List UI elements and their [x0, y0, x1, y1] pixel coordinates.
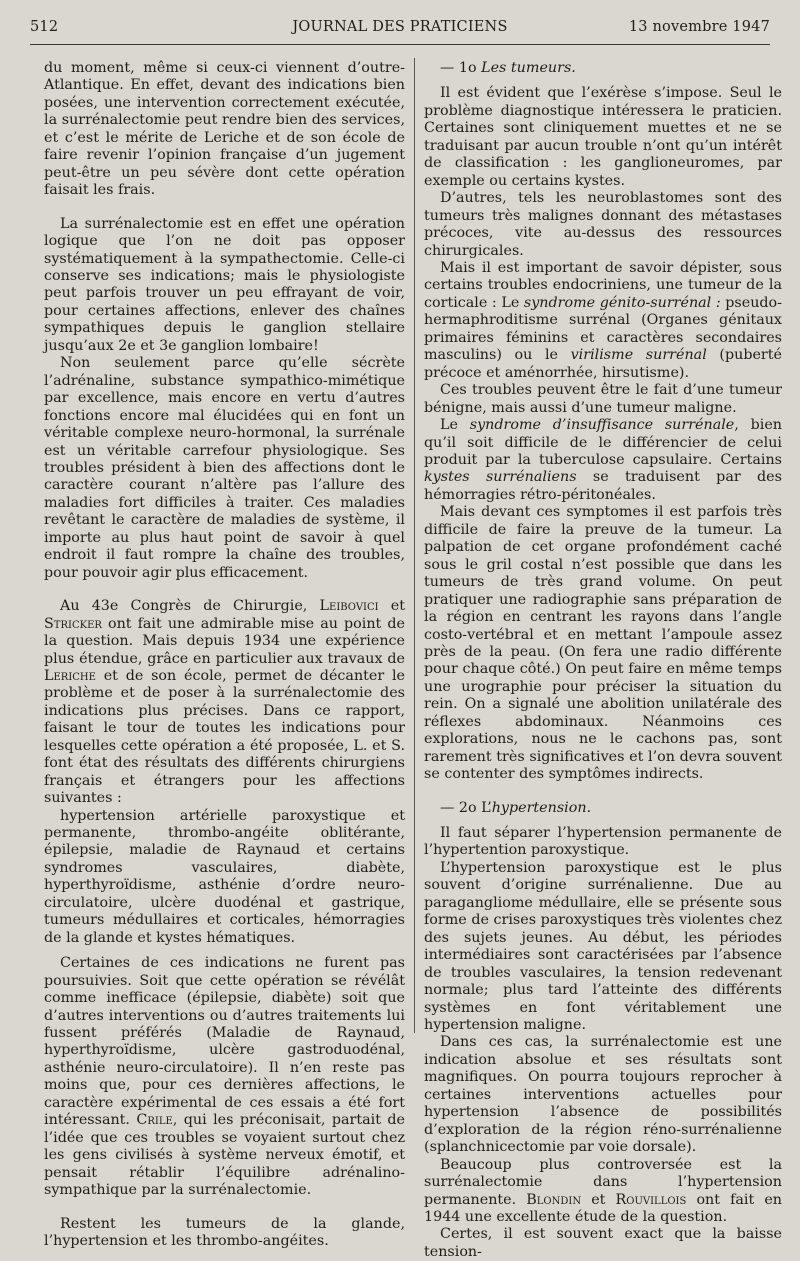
text-run: ont fait une admirable mise au point de la question. Mais depuis 1934 une expérience plus étendue, grâce en particulier aux travaux de [44, 615, 405, 667]
italic-term: syndrome d’insuffisance surrénale [469, 417, 735, 434]
section-heading [424, 800, 782, 817]
paragraph [44, 955, 405, 1199]
text-run: pseudo-hermaphroditisme surrénal (Organes génitaux primaires féminins et caractères secondaires masculins) ou le [424, 294, 782, 364]
italic-term: virilisme surrénal [570, 347, 707, 364]
paragraph: Restent les tumeurs de la glande, l’hypertension et les thrombo-angéites. [44, 1215, 405, 1249]
author-name: Rouvillois [615, 1191, 687, 1208]
heading-title: Les tumeurs. [481, 60, 576, 76]
text-run: et [581, 1191, 616, 1208]
paragraph: La surrénalectomie est en effet une opération logique que l’on ne doit pas opposer systématiquement à la sympathectomie. Celle-ci conserve ses indications; mais le physiologiste peut parfois trouver un peu effrayant de voir, pour certaines affections, enlever des chaînes sympathiques depuis le ganglion stellaire jusqu’aux 2e et 3e ganglion lombaire! [44, 215, 405, 354]
journal-title: JOURNAL DES PRATICIENS [292, 19, 508, 35]
paragraph [424, 417, 782, 504]
left-column [44, 60, 405, 1250]
paragraph: Certes, il est souvent exact que la baisse tension- [424, 1226, 782, 1260]
heading-number: — 2o L’ [440, 799, 492, 816]
paragraph [424, 260, 782, 382]
text-run: , bien qu’il soit difficile de le différencier de celui produit par la tuberculose capsulaire. Certains [424, 417, 782, 468]
column-divider [414, 58, 415, 1033]
paragraph [424, 1157, 782, 1227]
text-run: et de son école, permet de décanter le problème et de poser à la surrénalectomie des indications plus précises. Dans ce rapport, faisant le tour de toutes les indications pour lesquelles cette opération a été proposée, L. et S. font état des résultats des différents chirurgiens français et étrangers pour les affections suivantes : [44, 667, 405, 807]
paragraph: Ces troubles peuvent être le fait d’une tumeur bénigne, mais aussi d’une tumeur maligne. [424, 382, 782, 416]
paragraph: L’hypertension paroxystique est le plus souvent d’origine surrénalienne. Due au paragangliome médullaire, elle se présente sous forme de crises paroxystiques très violentes chez des sujets jeunes. Au début, les périodes intermédiaires sont caractérisées par l’absence de troubles vasculaires, la tension redevenant normale; plus tard l’atteinte des différents systèmes en font véritablement une hypertension maligne. [424, 859, 782, 1034]
text-run: (puberté précoce et aménorrhée, hirsutisme). [424, 347, 782, 381]
author-name: Leibovici [319, 598, 379, 615]
page-header [30, 14, 770, 45]
paragraph: hypertension artérielle paroxystique et permanente, thrombo-angéite oblitérante, épilepsie, maladie de Raynaud et certains syndromes vasculaires, diabète, hyperthyroïdisme, asthénie d’ordre neuro-circulatoire, ulcère duodénal et gastrique, tumeurs médullaires et corticales, hémorragies de la glande et kystes hématiques. [44, 807, 405, 946]
paragraph: Dans ces cas, la surrénalectomie est une indication absolue et ses résultats sont magnifiques. On pourra toujours reprocher à certaines interventions actuelles pour hypertension l’absence de possibilités d’exploration de la région réno-surrénalienne (splanchnicectomie par voie dorsale). [424, 1034, 782, 1156]
text-run: Le [440, 417, 470, 434]
author-name: Leriche [44, 667, 96, 684]
paragraph: Il est évident que l’exérèse s’impose. Seul le problème diagnostique intéressera le praticien. Certaines sont cliniquement muettes et ne se traduisant par aucun trouble n’ont qu’un intérêt de classification : les ganglioneuromes, par exemple ou certains kystes. [424, 85, 782, 189]
text-run: Mais il est important de savoir dépister, sous certains troubles endocriniens, une tumeur de la corticale : Le [424, 259, 782, 311]
text-run: et [378, 598, 405, 615]
author-name: Stricker [44, 615, 102, 632]
text-run: Au 43e Congrès de Chirurgie, [60, 598, 320, 615]
author-name: Blondin [526, 1191, 582, 1208]
paragraph: du moment, même si ceux-ci viennent d’outre-Atlantique. En effet, devant des indications bien posées, une intervention correctement exécutée, la surrénalectomie peut rendre bien des services, et c’est le mérite de Leriche et de son école de faire revenir l’opinion française d’un jugement peut-être un peu sévère dont cette opération faisait les frais. [44, 60, 405, 199]
text-run: Certaines de ces indications ne furent pas poursuivies. Soit que cette opération se révélât comme inefficace (épilepsie, diabète) soit que d’autres interventions ou d’autres traitements lui fussent préférés (Maladie de Raynaud, hyperthyroïdisme, ulcère gastroduodénal, asthénie neuro-circulatoire). Il n’en reste pas moins que, pour ces dernières affections, le caractère expérimental de ces essais a été fort intéressant. [44, 955, 405, 1129]
text-run: se traduisent par des hémorragies rétro-péritonéales. [424, 469, 782, 503]
text-run: Beaucoup plus controversée est la surrénalectomie dans l’hypertension permanente. [424, 1156, 782, 1208]
author-name: Crile [136, 1112, 173, 1129]
page-number: 512 [30, 19, 59, 35]
paragraph: Il faut séparer l’hypertension permanente de l’hypertention paroxystique. [424, 825, 782, 859]
section-heading [424, 60, 782, 77]
paragraph: D’autres, tels les neuroblastomes sont des tumeurs très malignes donnant des métastases précoces, vite au-dessus des ressources chirurgicales. [424, 190, 782, 259]
text-run: , qui les préconisait, partait de l’idée que ces troubles se voyaient surtout chez les gens civilisés à système nerveux émotif, et pensait rétablir l’équilibre adrénalino-sympathique par la surrénalectomie. [44, 1112, 405, 1199]
paragraph: Mais devant ces symptomes il est parfois très difficile de faire la preuve de la tumeur. La palpation de cet organe profondément caché sous le gril costal n’est possible que dans les tumeurs de très grand volume. On peut pratiquer une radiographie sans préparation de la région en centrant les rayons dans l’angle costo-vertébral et en mettant l’ampoule assez près de la peau. (On fera une radio différente pour chaque côté.) On peut faire en même temps une urographie pour préciser la situation du rein. On a signalé une abolition unilatérale des réflexes abdominaux. Néanmoins ces explorations, nous ne le cachons pas, sont rarement très significatives et l’on devra souvent se contenter des symptômes indirects. [424, 504, 782, 783]
heading-number: — 1o [440, 60, 482, 76]
text-run: ont fait en 1944 une excellente étude de la question. [424, 1191, 783, 1225]
paragraph: Non seulement parce qu’elle sécrète l’adrénaline, substance sympathico-mimétique par excellence, mais encore en vertu d’autres fonctions encore mal élucidées qui en font un véritable complexe neuro-hormonal, la surrénale est un véritable carrefour physiologique. Ses troubles président à bien des affections dont le caractère courant n’altère pas l’allure des maladies fort difficiles à traiter. Ces maladies revêtant le caractère de maladies de système, il importe au plus haut point de savoir à quel endroit il faut rompre la chaîne des troubles, pour pouvoir agir plus efficacement. [44, 355, 405, 581]
italic-term: kystes surrénaliens [424, 469, 577, 486]
paragraph [44, 598, 405, 807]
issue-date: 13 novembre 1947 [628, 19, 770, 35]
italic-term: syndrome génito-surrénal : [523, 294, 721, 311]
right-column [424, 60, 782, 1261]
heading-title: hypertension. [491, 799, 592, 816]
